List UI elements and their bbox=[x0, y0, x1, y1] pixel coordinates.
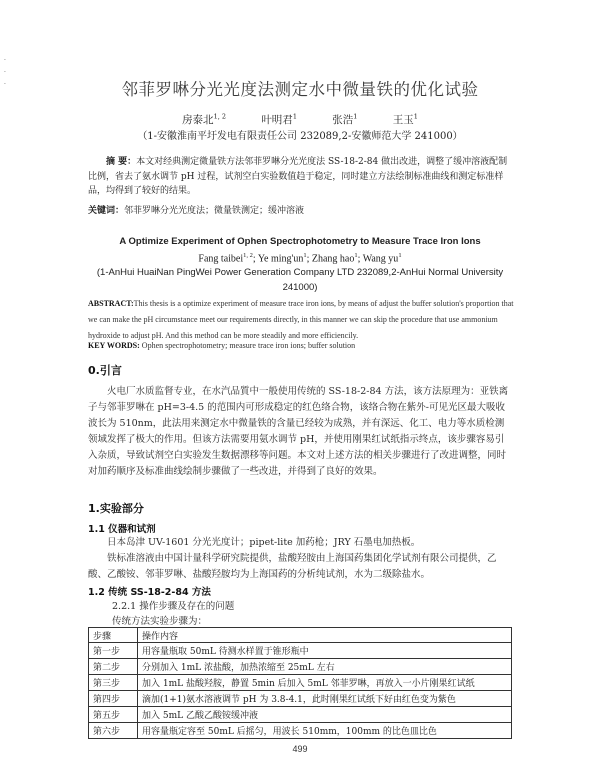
keywords-label: KEY WORDS: bbox=[88, 341, 140, 350]
table-row bbox=[89, 659, 512, 675]
section-heading-experiment: 1.实验部分 bbox=[88, 502, 144, 515]
method-subheading: 2.2.1 操作步骤及存在的问题 bbox=[112, 601, 235, 612]
step-label: 第五步 bbox=[89, 707, 138, 723]
step-content: 加入 5mL 乙酸乙酸铵缓冲液 bbox=[138, 707, 512, 723]
affiliation: （1-安徽淮南平圩发电有限责任公司 232089,2-安徽师范大学 241000） bbox=[137, 131, 463, 142]
step-label: 第一步 bbox=[89, 643, 138, 659]
section-heading-intro: 0.引言 bbox=[88, 364, 122, 377]
procedure-table bbox=[88, 627, 512, 739]
page-number: 499 bbox=[292, 744, 308, 754]
step-content: 滴加(1+1)氨水溶液调节 pH 为 3.8-4.1，此时刚果红试纸下好由红色变为紫色 bbox=[138, 691, 512, 707]
margin-mark: · bbox=[4, 69, 6, 76]
reagents-paragraph: 铁标准溶液由中国计量科学研究院提供，盐酸羟胺由上海国药集团化学试剂有限公司提供，乙酸、乙酸铵、邻菲罗啉、盐酸羟胺均为上海国药的分析纯试剂，水为二级除盐水。 bbox=[88, 553, 497, 580]
subsection-heading-method: 1.2 传统 SS-18-2-84 方法 bbox=[88, 587, 211, 598]
paper-title: 邻菲罗啉分光光度法测定水中微量铁的优化试验 bbox=[121, 80, 479, 99]
method-intro: 传统方法实验步骤为： bbox=[112, 616, 208, 627]
author: 叶明君$^1$ bbox=[261, 112, 297, 126]
english-abstract bbox=[88, 296, 518, 344]
author: 张浩$^1$ bbox=[332, 112, 358, 126]
author: 王玉$^1$ bbox=[392, 112, 418, 126]
english-title: A Optimize Experiment of Ophen Spectrophotometry to Measure Trace Iron Ions bbox=[119, 236, 481, 247]
english-affiliation: (1-AnHui HuaiNan PingWei Power Generation Company LTD 232089,2-AnHui Normal University 241000) bbox=[96, 267, 504, 293]
step-content: 分别加入 1mL 浓盐酸，加热浓缩至 25mL 左右 bbox=[138, 659, 512, 675]
table-row bbox=[89, 691, 512, 707]
step-content: 加入 1mL 盐酸羟胺，静置 5min 后加入 5mL 邻菲罗啉，再放入一小片刚果红试纸 bbox=[138, 675, 512, 691]
step-content: 用容量瓶取 50mL 待测水样置于锥形瓶中 bbox=[138, 643, 512, 659]
abstract-text: 本文对经典测定微量铁方法邻菲罗啉分光光度法 SS-18-2-84 做出改进，调整了缓冲溶液配制比例，省去了氨水调节 pH 过程，试剂空白实验数值趋于稳定，同时建立方法绘制标准曲线和测定标准样品，均得到了较好的结果。 bbox=[88, 157, 508, 196]
keywords-text: 邻菲罗啉分光光度法；微量铁测定；缓冲溶液 bbox=[124, 206, 305, 216]
english-author-list: Fang taibei$^{1, 2}$; Ye $\min g'un^1$; Zhang hao$^1$; Wang $yu^1$ bbox=[198, 252, 402, 265]
chinese-abstract bbox=[88, 155, 512, 199]
step-label: 第四步 bbox=[89, 691, 138, 707]
english-keywords bbox=[88, 340, 518, 352]
step-content: 用容量瓶定容至 50mL 后摇匀，用波长 510mm，100mm 的比色皿比色 bbox=[138, 723, 512, 739]
author: 房泰北$^{1, 2}$ bbox=[182, 112, 226, 126]
keywords-label: 关键词： bbox=[88, 206, 125, 216]
step-label: 第三步 bbox=[89, 675, 138, 691]
abstract-label: ABSTRACT: bbox=[88, 299, 134, 308]
margin-mark: · bbox=[4, 57, 6, 64]
table-header-row bbox=[89, 628, 512, 643]
intro-paragraph: 火电厂水质监督专业，在水汽品質中一般使用传统的 SS-18-2-84 方法，该方法原理为：亚铁离子与邻菲罗啉在 pH=3-4.5 的范围内可形成稳定的红色络合物，该络合物在紫外-可见光区最大吸收波长为 510nm，此法用来测定水中微量铁的含量已经较为成熟，并有深远、化工、电力等水质检测领域发挥了极大的作用。但该方法需要用氨水调节 pH，并使用刚果红试纸指示终点，该步骤容易引入杂质，导致试剂空白实验发生数据漂移等问题。本文对上述方法的相关步骤进行了改进调整，同时对加药顺序及标准曲线绘制步骤做了一些改进，并得到了良好的效果。 bbox=[88, 386, 509, 477]
step-label: 第六步 bbox=[89, 723, 138, 739]
author-list bbox=[0, 112, 600, 127]
table-header-cell: 步骤 bbox=[89, 628, 138, 643]
table-row bbox=[89, 707, 512, 723]
table-row bbox=[89, 723, 512, 739]
subsection-heading-instruments: 1.1 仪器和试剂 bbox=[88, 524, 156, 535]
instruments-paragraph: 日本岛津 UV-1601 分光光度计；pipet-lite 加药枪；JRY 石墨电加热板。 bbox=[107, 537, 421, 548]
keywords-text: Ophen spectrophotometry; measure trace iron ions; buffer solution bbox=[141, 341, 356, 350]
chinese-keywords bbox=[88, 204, 512, 218]
margin-mark: · bbox=[4, 81, 6, 88]
abstract-label: 摘 要： bbox=[106, 157, 137, 167]
table-row bbox=[89, 675, 512, 691]
step-label: 第二步 bbox=[89, 659, 138, 675]
table-row bbox=[89, 643, 512, 659]
table-header-cell: 操作内容 bbox=[138, 628, 512, 643]
abstract-text: This thesis is a optimize experiment of measure trace iron ions, by means of adjust the buffer solution's proportion that we can make the pH circumstance meet our requirements directly, in this manner we can skip the procedure that use ammonium hydroxide to adjust pH. And this method can be more steadily and more efficiencily. bbox=[88, 299, 514, 340]
